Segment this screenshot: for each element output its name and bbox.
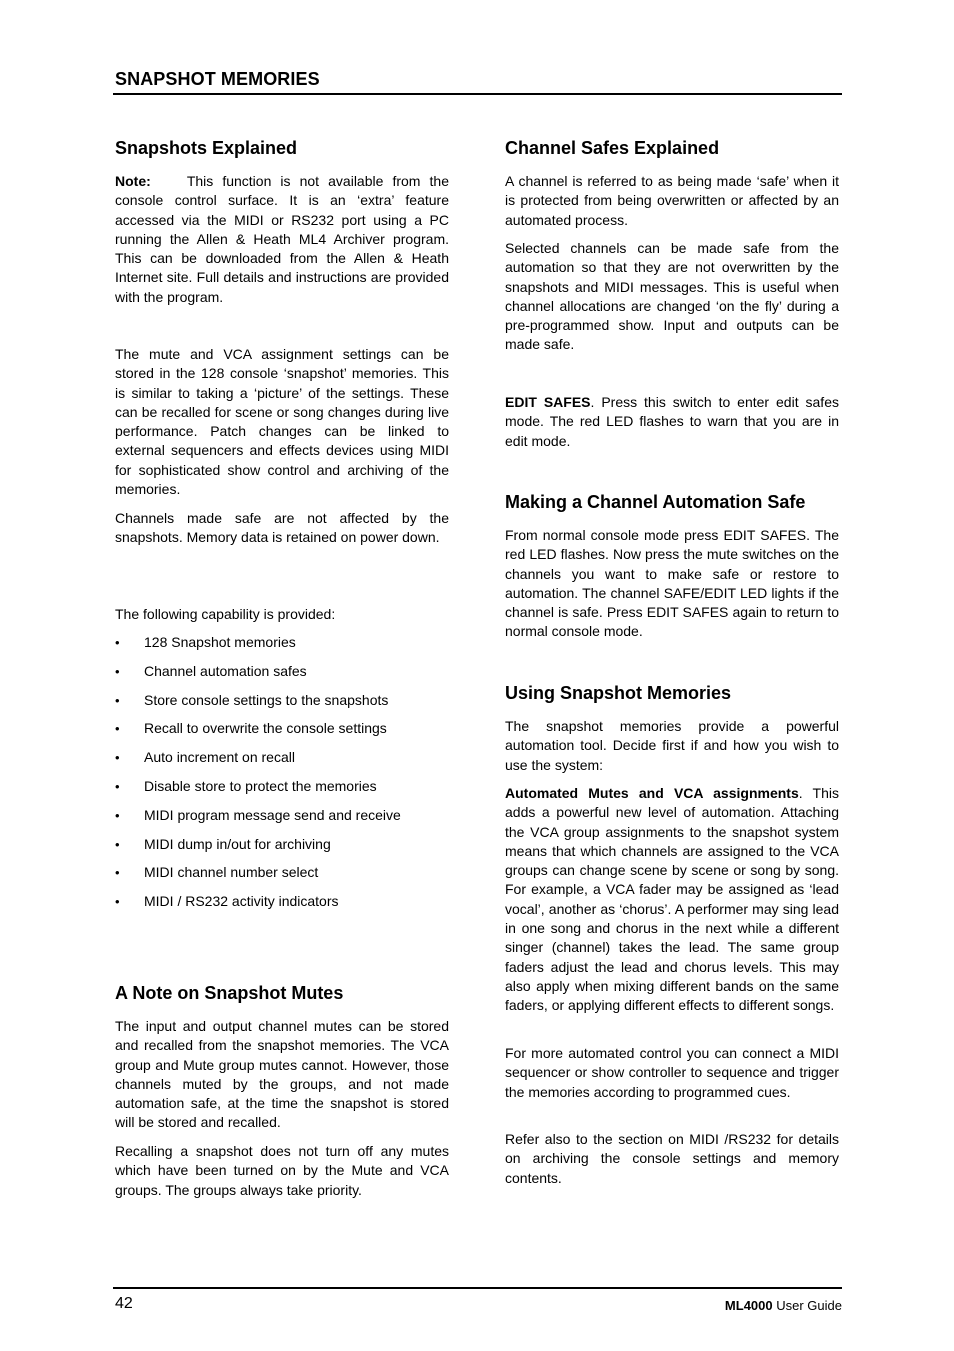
list-item: • 128 Snapshot memories xyxy=(115,633,449,662)
list-item: • Disable store to protect the memories xyxy=(115,777,449,806)
list-item: • MIDI dump in/out for archiving xyxy=(115,835,449,864)
using-snapshots-heading: Using Snapshot Memories xyxy=(505,683,732,703)
snapshots-explained-heading: Snapshots Explained xyxy=(115,138,298,158)
page-number: 42 xyxy=(115,1295,133,1312)
footer-rule xyxy=(113,1287,842,1289)
automated-mutes-label: Automated Mutes and VCA assignments xyxy=(505,785,799,801)
list-item: • Recall to overwrite the console settings xyxy=(115,719,449,748)
header-rule xyxy=(113,93,842,95)
mutes-paragraph-2: Recalling a snapshot does not turn off any mutes which have been turned on by the Mute and VCA groups. The groups always take priority. xyxy=(115,1143,449,1198)
capability-intro: The following capability is provided: xyxy=(115,606,336,622)
list-item: • Store console settings to the snapshots xyxy=(115,691,449,720)
page-section-title: SNAPSHOT MEMORIES xyxy=(115,69,320,89)
list-item: • MIDI program message send and receive xyxy=(115,806,449,835)
list-item: • MIDI channel number select xyxy=(115,863,449,892)
edit-safes-paragraph xyxy=(505,393,839,451)
guide-title xyxy=(725,1298,842,1313)
note-paragraph xyxy=(115,172,449,307)
note-label: Note: xyxy=(115,173,151,189)
safes-paragraph-1: A channel is referred to as being made ‘safe’ when it is protected from being overwritten or affected by an automated process. xyxy=(505,173,839,228)
safes-paragraph-2: Selected channels can be made safe from the automation so that they are not overwritten by the snapshots and MIDI messages. This is useful when channel allocations are changed ‘on the fly’ during a pre-programmed show. Input and outputs can be made safe. xyxy=(505,240,839,353)
edit-safes-text: . Press this switch to enter edit safes mode. The red LED flashes to warn that you are in edit mode. xyxy=(505,394,839,449)
using-paragraph-1: The snapshot memories provide a powerful automation tool. Decide first if and how you wish to use the system: xyxy=(505,718,839,773)
using-paragraph-4: Refer also to the section on MIDI /RS232 for details on archiving the console settings and memory contents. xyxy=(505,1131,839,1186)
snapshot-mutes-heading: A Note on Snapshot Mutes xyxy=(115,983,344,1003)
channels-safe-paragraph: Channels made safe are not affected by the snapshots. Memory data is retained on power down. xyxy=(115,510,449,546)
capability-list xyxy=(115,633,449,921)
mute-vca-paragraph: The mute and VCA assignment settings can be stored in the 128 console ‘snapshot’ memories. This is similar to taking a ‘picture’ of the settings. These can be recalled for scene or song changes during live performance. Patch changes can be linked to external sequencers and effects devices using MIDI for sophisticated show control and archiving of the memories. xyxy=(115,346,449,498)
using-paragraph-3: For more automated control you can connect a MIDI sequencer or show controller to sequence and trigger the memories according to programmed cues. xyxy=(505,1045,839,1100)
guide-suffix: User Guide xyxy=(772,1298,842,1313)
automated-mutes-text: . This adds a powerful new level of automation. Attaching the VCA group assignments to the snapshot system means that which channels are assigned to the VCA groups can change scene by scene or song by song. For example, a VCA fader may be assigned as ‘lead vocal’, another as ‘chorus’. A performer may sing lead in one song and chorus in the next while a different singer (channel) takes the lead. The same group faders adjust the lead and chorus levels. This may also apply when mixing different bands on the same faders, or applying different effects to different songs. xyxy=(505,785,839,1014)
making-safe-heading: Making a Channel Automation Safe xyxy=(505,492,806,512)
automated-mutes-paragraph xyxy=(505,784,839,1016)
mutes-paragraph-1: The input and output channel mutes can be stored and recalled from the snapshot memories. The VCA group and Mute group mutes cannot. However, those channels muted by the groups, and not made automation safe, at the time the snapshot is stored will be stored and recalled. xyxy=(115,1018,449,1131)
guide-model: ML4000 xyxy=(724,1298,773,1313)
channel-safes-heading: Channel Safes Explained xyxy=(505,138,720,158)
note-text: This function is not available from the console control surface. It is an ‘extra’ feature accessed via the MIDI or RS232 port using a PC running the Allen & Heath ML4 Archiver program. This can be downloaded from the Allen & Heath Internet site. Full details and instructions are provided with the program. xyxy=(115,173,449,305)
edit-safes-label: EDIT SAFES xyxy=(505,394,591,410)
making-safe-paragraph: From normal console mode press EDIT SAFES. The red LED flashes. Now press the mute switches on the channels you want to make safe or restore to automation. The channel SAFE/EDIT LED lights if the channel is safe. Press EDIT SAFES again to return to normal console mode. xyxy=(505,527,839,640)
list-item: • Auto increment on recall xyxy=(115,748,449,777)
list-item: • Channel automation safes xyxy=(115,662,449,691)
list-item: • MIDI / RS232 activity indicators xyxy=(115,892,449,921)
